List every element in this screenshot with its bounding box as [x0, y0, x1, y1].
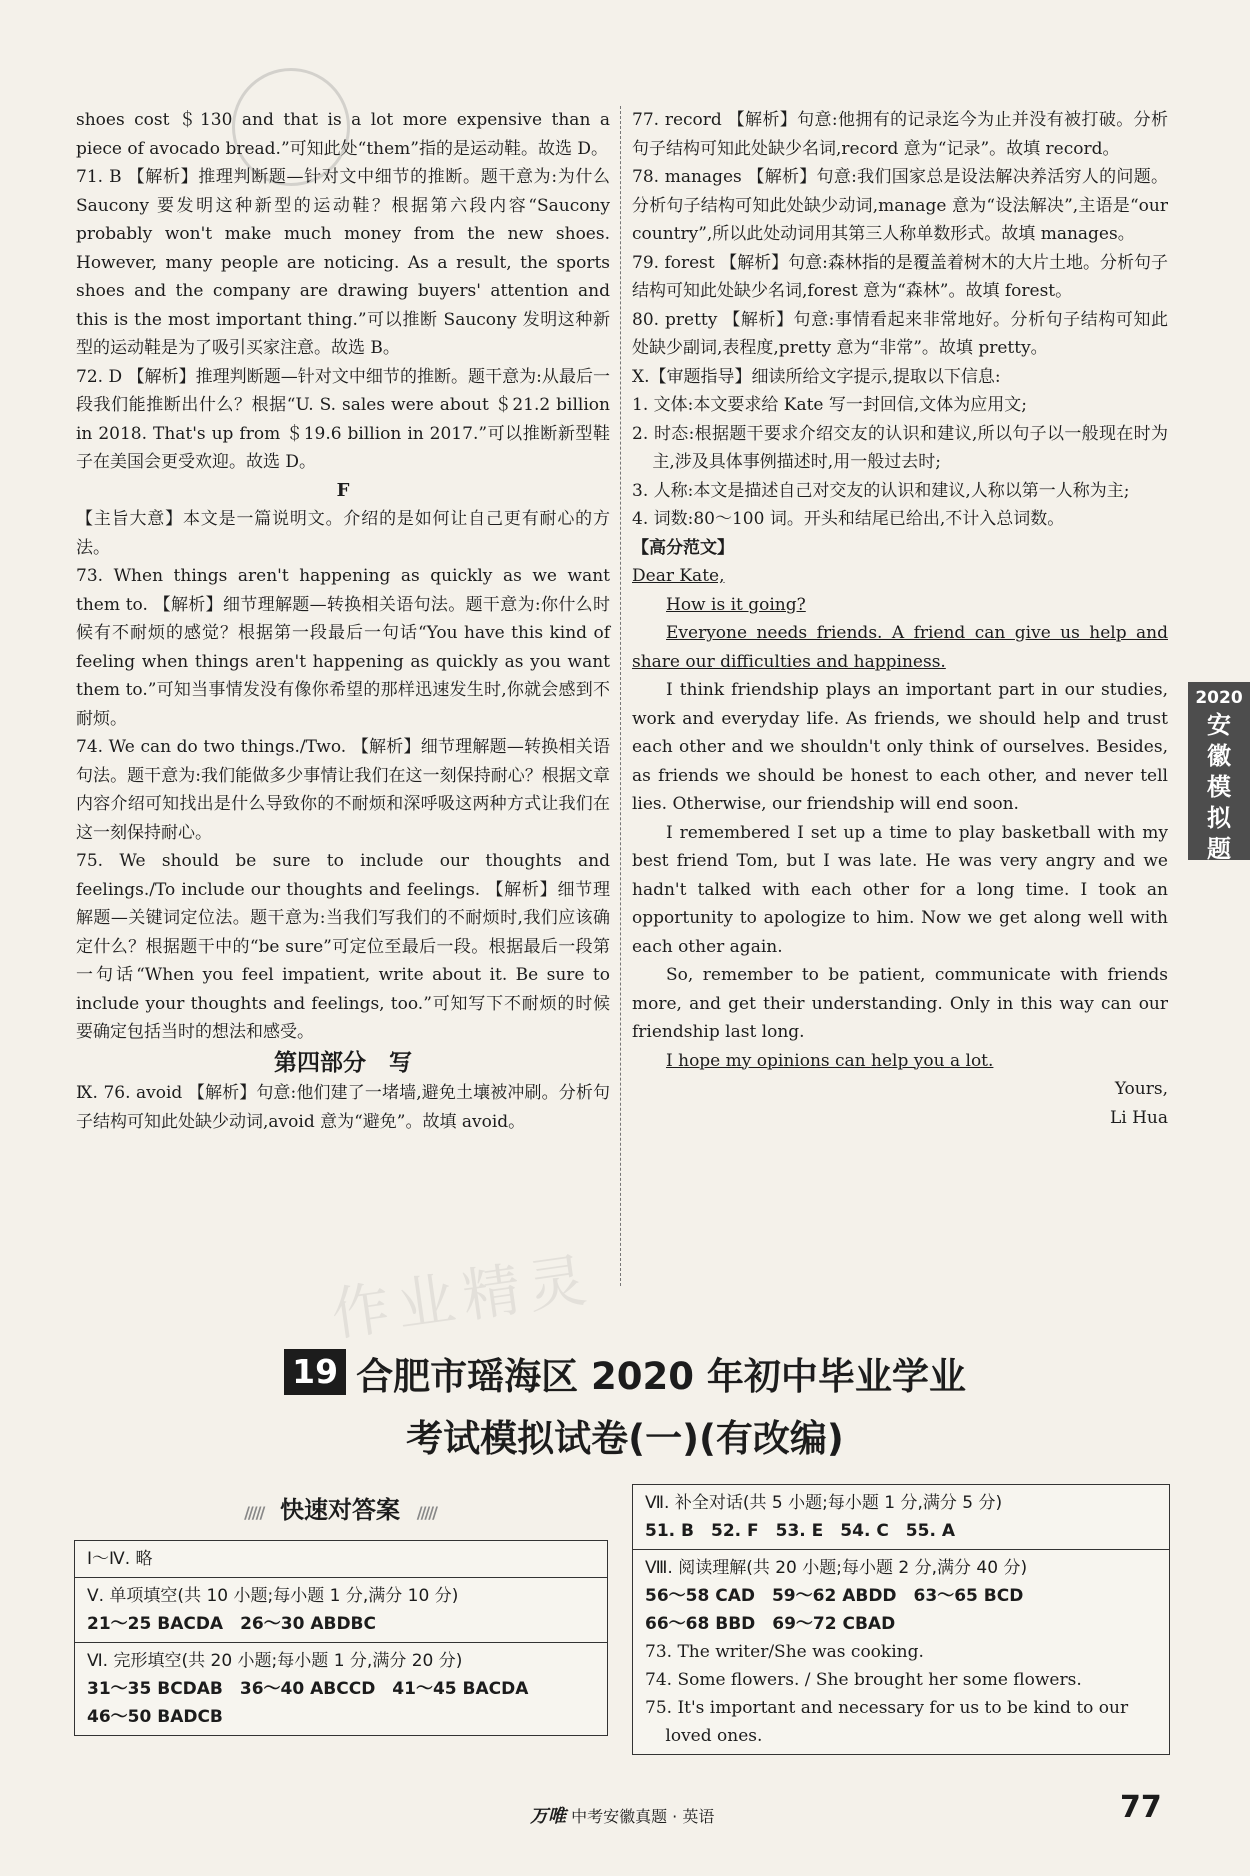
guide-item: 3. 人称:本文是描述自己对交友的认识和建议,人称以第一人称为主; [632, 480, 1130, 501]
right-column [632, 106, 1168, 1132]
test-title-line-2: 考试模拟试卷(一)(有改编) [406, 1417, 844, 1460]
main-idea: 【主旨大意】本文是一篇说明文。介绍的是如何让自己更有耐心的方法。 [76, 509, 610, 558]
left-column [76, 106, 610, 1136]
essay-paragraph-1: Everyone needs friends. A friend can give us help and share our difficulties and happiness. [632, 623, 1168, 672]
box-section-answers: 46～50 BADCB [87, 1707, 223, 1727]
quick-answers-title: 快速对答案 [280, 1496, 400, 1524]
essay-paragraph-3: I remembered I set up a time to play basketball with my best friend Tom, but I was late. He was very angry and we hadn't talked with each other for a long time. I took an opportunity to apologize to him. Now we get along well with each other again. [632, 822, 1168, 957]
answer-70-tail: shoes cost ＄130 and that is a lot more expensive than a piece of avocado bread.”可知此处“them”指的是运动鞋。故选 D。 [76, 110, 610, 159]
writing-guide: Ⅹ.【审题指导】细读所给文字提示,提取以下信息: [632, 366, 1001, 387]
box-section-head: Ⅶ. 补全对话(共 5 小题;每小题 1 分,满分 5 分) [645, 1493, 1003, 1513]
box-section-answers: 51. B 52. F 53. E 54. C 55. A [645, 1521, 955, 1541]
answer-72: 72. D 【解析】推理判断题—针对文中细节的推断。题干意为:从最后一段我们能推断出什么？根据“U. S. sales were about ＄21.2 billion in 2018. That's up from ＄19.6 billion in 2017.”可以推断新型鞋子在美国会更受欢迎。故选 D。 [76, 366, 610, 472]
box-section-answers: 66～68 BBD 69～72 CBAD [645, 1614, 896, 1634]
essay-closing: I hope my opinions can help you a lot. [666, 1050, 994, 1071]
box-section-head: Ⅰ～Ⅳ. 略 [87, 1549, 153, 1569]
test-title [0, 1346, 1250, 1470]
page-number: 77 [1120, 1790, 1162, 1825]
box-section-answers: 31～35 BCDAB 36～40 ABCCD 41～45 BACDA [87, 1679, 529, 1699]
watermark: 作业精灵 [327, 1244, 599, 1349]
answer-74-short: 74. Some flowers. / She brought her some flowers. [645, 1670, 1082, 1690]
part-four-heading: 第四部分 写 [274, 1049, 412, 1076]
answer-75-short: 75. It's important and necessary for us to be kind to our loved ones. [645, 1698, 1129, 1746]
section-f-heading: F [336, 479, 350, 501]
essay-greeting: Dear Kate, [632, 566, 725, 586]
answer-74: 74. We can do two things./Two. 【解析】细节理解题—转换相关语句法。题干意为:我们能做多少事情让我们在这一刻保持耐心？根据文章内容介绍可知找出是什么导致你的不耐烦和深呼吸这两种方式让我们在这一刻保持耐心。 [76, 737, 610, 843]
answer-box-right [632, 1484, 1170, 1755]
answer-80: 80. pretty 【解析】句意:事情看起来非常地好。分析句子结构可知此处缺少副词,表程度,pretty 意为“非常”。故填 pretty。 [632, 309, 1168, 358]
answer-75: 75. We should be sure to include our thoughts and feelings./To include our thoughts and feelings. 【解析】细节理解题—关键词定位法。题干意为:当我们写我们的不耐烦时,我们应该确定什么？根据题干中的“be sure”可定位至最后一段。根据最后一段第一句话“When you feel impatient, write about it. Be sure to include your thoughts and feelings, too.”可知写下不耐烦的时候要确定包括当时的想法和感受。 [76, 851, 611, 1042]
box-section-answers: 21～25 BACDA 26～30 ABDBC [87, 1614, 376, 1634]
test-title-line-1: 合肥市瑶海区 2020 年初中毕业学业 [356, 1355, 966, 1398]
test-number-badge: 19 [284, 1349, 346, 1395]
quick-answers-heading: ///// 快速对答案 ///// [244, 1496, 436, 1524]
footer-brand: 万唯 [530, 1806, 566, 1827]
side-tab [1188, 682, 1250, 863]
essay-sign-off: Yours, [1114, 1079, 1168, 1099]
side-tab-year: 2020 [1195, 688, 1243, 708]
essay-signature: Li Hua [1109, 1107, 1168, 1128]
column-divider [620, 106, 621, 1286]
essay-paragraph-4: So, remember to be patient, communicate with friends more, and get their understanding. Only in this way can our friendship last long. [632, 965, 1168, 1042]
answer-box-left [74, 1540, 608, 1736]
sample-essay-label: 【高分范文】 [632, 537, 734, 558]
answer-73: 73. When things aren't happening as quickly as we want them to. 【解析】细节理解题—转换相关语句法。题干意为:你什么时候有不耐烦的感觉？根据第一段最后一句话“You have this kind of feeling when things aren't happening as quickly as you want them to.”可知当事情发没有像你希望的那样迅速发生时,你就会感到不耐烦。 [76, 566, 610, 729]
answer-71: 71. B 【解析】推理判断题—针对文中细节的推断。题干意为:为什么 Saucony 要发明这种新型的运动鞋？根据第六段内容“Saucony probably won't make much money from the new shoes. However, many people are noticing. As a result, the sports shoes and the company are drawing buyers' attention and this is the most important thing.”可以推断 Saucony 发明这种新型的运动鞋是为了吸引买家注意。故选 B。 [76, 167, 610, 358]
side-tab-name: 安徽模拟题 [1207, 711, 1231, 863]
answer-73-short: 73. The writer/She was cooking. [645, 1642, 924, 1662]
essay-paragraph-2: I think friendship plays an important part in our studies, work and everyday life. As friends, we should help and trust each other and we shouldn't only think of ourselves. Besides, as friends we should be honest to each other, and never tell lies. Otherwise, our friendship will end soon. [632, 680, 1168, 814]
answer-77: 77. record 【解析】句意:他拥有的记录迄今为止并没有被打破。分析句子结构可知此处缺少名词,record 意为“记录”。故填 record。 [632, 110, 1168, 159]
footer-text: 中考安徽真题 · 英语 [571, 1807, 715, 1826]
guide-item: 2. 时态:根据题干要求介绍交友的认识和建议,所以句子以一般现在时为主,涉及具体事例描述时,用一般过去时; [632, 423, 1168, 472]
answer-78: 78. manages 【解析】句意:我们国家总是设法解决养活穷人的问题。分析句子结构可知此处缺少动词,manage 意为“设法解决”,主语是“our country”,所以此处动词用其第三人称单数形式。故填 manages。 [632, 167, 1168, 244]
essay-opening: How is it going? [666, 594, 806, 615]
box-section-answers: 56～58 CAD 59～62 ABDD 63～65 BCD [645, 1586, 1024, 1606]
box-section-head: Ⅴ. 单项填空(共 10 小题;每小题 1 分,满分 10 分) [87, 1586, 459, 1606]
guide-item: 1. 文体:本文要求给 Kate 写一封回信,文体为应用文; [632, 395, 1028, 415]
answer-79: 79. forest 【解析】句意:森林指的是覆盖着树木的大片土地。分析句子结构可知此处缺少名词,forest 意为“森林”。故填 forest。 [632, 252, 1168, 301]
guide-item: 4. 词数:80～100 词。开头和结尾已给出,不计入总词数。 [632, 509, 1065, 529]
box-section-head: Ⅷ. 阅读理解(共 20 小题;每小题 2 分,满分 40 分) [645, 1558, 1028, 1578]
box-section-head: Ⅵ. 完形填空(共 20 小题;每小题 1 分,满分 20 分) [87, 1651, 463, 1671]
answer-76: Ⅸ. 76. avoid 【解析】句意:他们建了一堵墙,避免土壤被冲刷。分析句子结构可知此处缺少动词,avoid 意为“避免”。故填 avoid。 [76, 1083, 610, 1132]
